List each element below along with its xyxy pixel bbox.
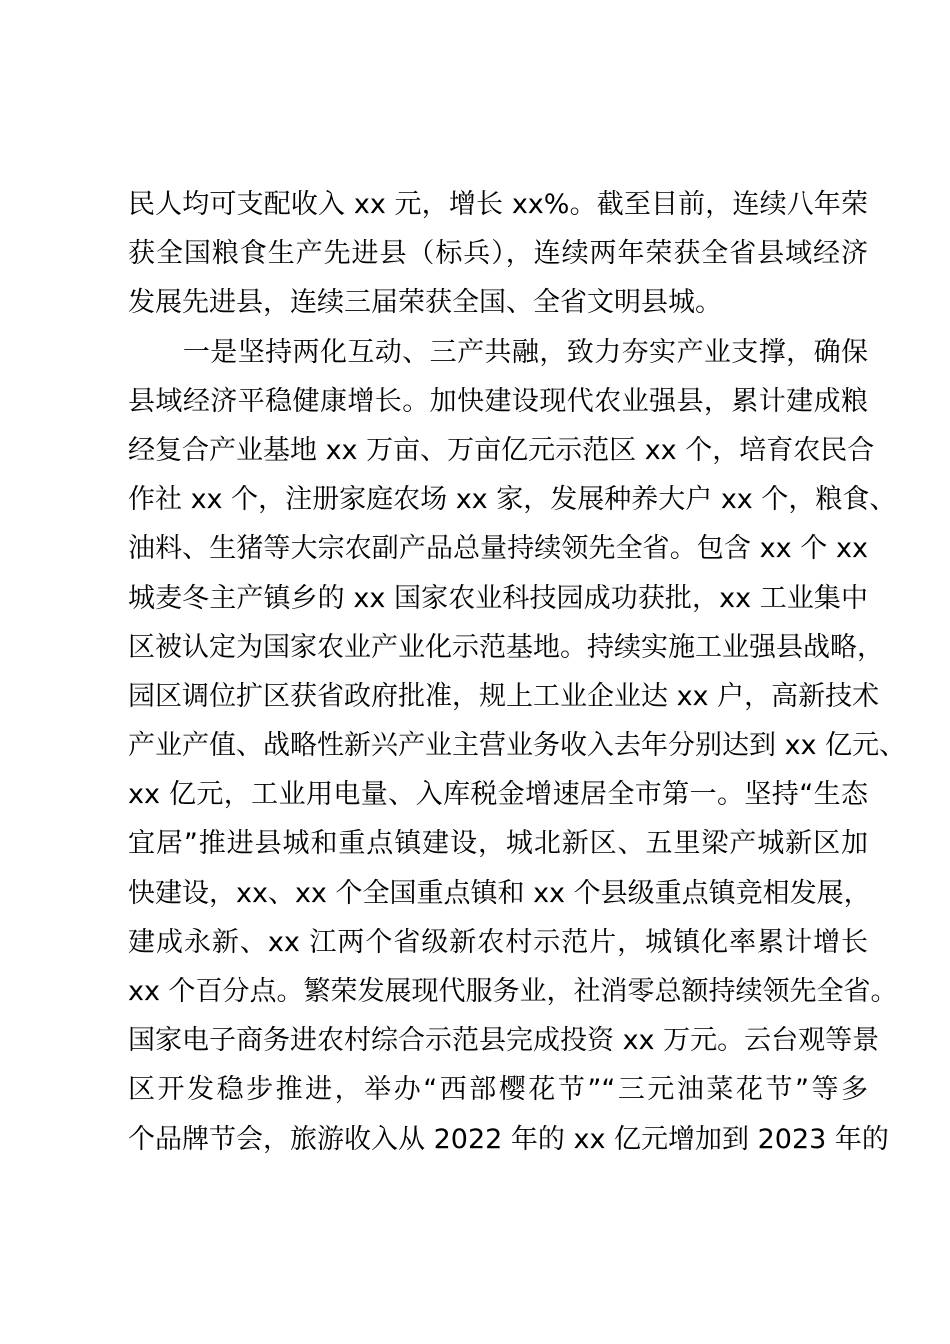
text-line: 城麦冬主产镇乡的 xx 国家农业科技园成功获批，xx 工业集中 <box>128 582 868 614</box>
text-line: 发展先进县，连续三届荣获全国、全省文明县城。 <box>128 287 722 319</box>
text-line: 宜居”推进县城和重点镇建设，城北新区、五里梁产城新区加 <box>128 828 868 860</box>
text-line: 获全国粮食生产先进县（标兵），连续两年荣获全省县域经济 <box>128 238 868 270</box>
text-line: 区被认定为国家农业产业化示范基地。持续实施工业强县战略， <box>128 631 884 663</box>
text-line: 快建设，xx、xx 个全国重点镇和 xx 个县级重点镇竞相发展， <box>128 877 871 909</box>
text-line: 油料、生猪等大宗农副产品总量持续领先全省。包含 xx 个 xx <box>128 533 868 565</box>
text-line: xx 亿元，工业用电量、入库税金增速居全市第一。坚持“生态 <box>128 779 868 811</box>
body-text <box>128 180 907 1164</box>
text-line: 经复合产业基地 xx 万亩、万亩亿元示范区 xx 个，培育农民合 <box>128 434 875 466</box>
text-line: 个品牌节会，旅游收入从 2022 年的 xx 亿元增加到 2023 年的 <box>128 1123 889 1155</box>
text-line: 区开发稳步推进，举办“西部樱花节”“三元油菜花节”等多 <box>128 1074 868 1106</box>
text-line: 园区调位扩区获省政府批准，规上工业企业达 xx 户，高新技术 <box>128 680 880 712</box>
text-line: 建成永新、xx 江两个省级新农村示范片，城镇化率累计增长 <box>128 926 868 958</box>
text-line: 一是坚持两化互动、三产共融，致力夯实产业支撑，确保 <box>128 336 868 368</box>
text-line: 产业产值、战略性新兴产业主营业务收入去年分别达到 xx 亿元、 <box>128 730 907 762</box>
text-line: 民人均可支配收入 xx 元，增长 xx%。截至目前，连续八年荣 <box>128 189 868 220</box>
text-line: 县域经济平稳健康增长。加快建设现代农业强县，累计建成粮 <box>128 385 868 417</box>
text-line: 国家电子商务进农村综合示范县完成投资 xx 万元。云台观等景 <box>128 1025 880 1057</box>
text-line: 作社 xx 个，注册家庭农场 xx 家，发展种养大户 xx 个，粮食、 <box>128 484 897 516</box>
text-line: xx 个百分点。繁荣发展现代服务业，社消零总额持续领先全省。 <box>128 976 898 1007</box>
